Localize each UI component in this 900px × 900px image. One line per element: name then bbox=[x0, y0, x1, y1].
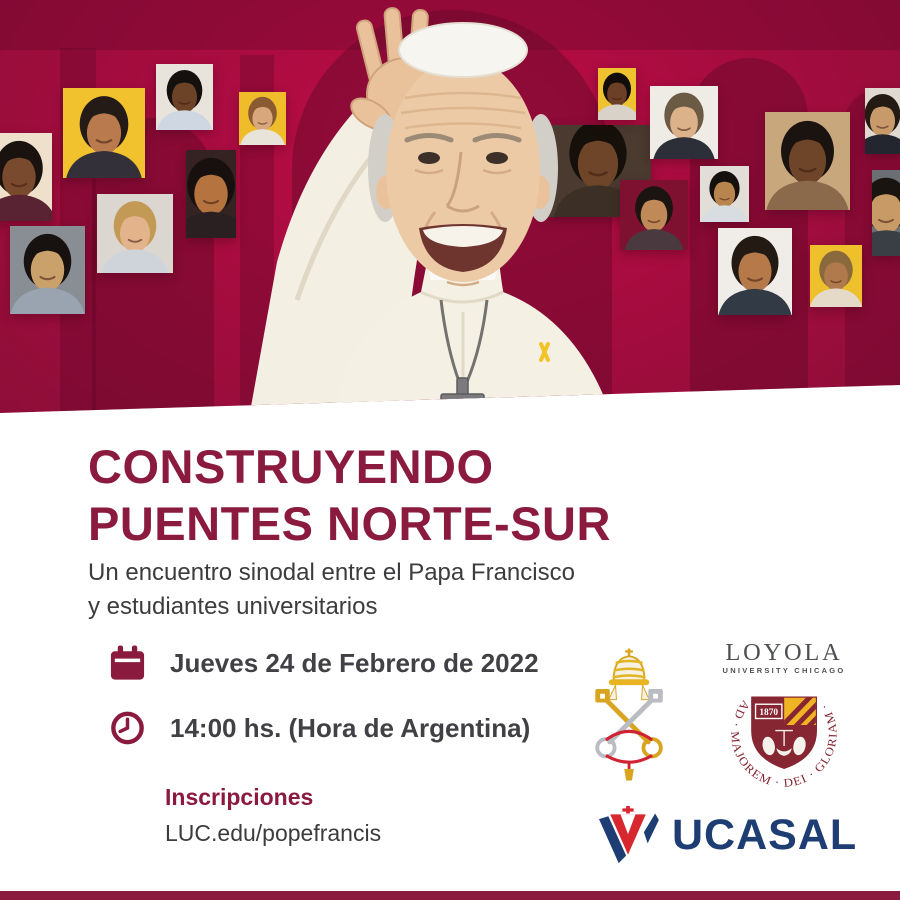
loyola-wordmark: LOYOLA bbox=[725, 644, 843, 666]
ucasal-logo bbox=[597, 806, 857, 864]
ucasal-logo-icon bbox=[597, 806, 659, 864]
portrait-photo bbox=[650, 86, 718, 159]
event-date-row bbox=[108, 643, 539, 683]
portrait-photo bbox=[97, 194, 173, 273]
registration-label: Inscripciones bbox=[165, 784, 314, 810]
portrait-photo bbox=[872, 170, 900, 256]
registration-url: LUC.edu/popefrancis bbox=[165, 820, 382, 846]
portrait-photo bbox=[0, 133, 52, 221]
portrait-photo bbox=[700, 166, 749, 222]
event-date: Jueves 24 de Febrero de 2022 bbox=[170, 647, 539, 678]
portrait-photo bbox=[10, 226, 85, 314]
portrait-photo bbox=[63, 88, 145, 178]
loyola-motto: AD · MAJOREM · DEI · GLORIAM · bbox=[728, 697, 840, 790]
registration-block bbox=[165, 784, 381, 847]
loyola-founding-year: 1870 bbox=[759, 708, 779, 719]
bottom-accent-bar bbox=[0, 891, 900, 900]
loyola-seal bbox=[704, 644, 864, 796]
subtitle bbox=[88, 556, 575, 624]
portrait-photo bbox=[765, 112, 850, 210]
hero-banner bbox=[0, 0, 900, 432]
ucasal-wordmark: UCASAL bbox=[672, 810, 858, 859]
portrait-photo bbox=[810, 245, 862, 307]
loyola-subtext: UNIVERSITY CHICAGO bbox=[722, 666, 846, 676]
clock-icon bbox=[108, 708, 147, 748]
event-time-row bbox=[108, 708, 530, 748]
portrait-photo bbox=[156, 64, 213, 130]
calendar-icon bbox=[108, 643, 147, 683]
subtitle-line-2: y estudiantes universitarios bbox=[88, 593, 378, 620]
title-line-2: PUENTES NORTE-SUR bbox=[88, 497, 611, 550]
page-title bbox=[88, 438, 611, 552]
subtitle-line-1: Un encuentro sinodal entre el Papa Francisco bbox=[88, 559, 575, 586]
pope-francis-photo bbox=[235, 0, 655, 440]
portrait-photo bbox=[186, 150, 236, 238]
event-time: 14:00 hs. (Hora de Argentina) bbox=[170, 712, 531, 743]
vatican-emblem bbox=[577, 646, 683, 784]
portrait-photo bbox=[718, 228, 792, 315]
portrait-photo bbox=[865, 88, 900, 154]
title-line-1: CONSTRUYENDO bbox=[88, 440, 494, 493]
